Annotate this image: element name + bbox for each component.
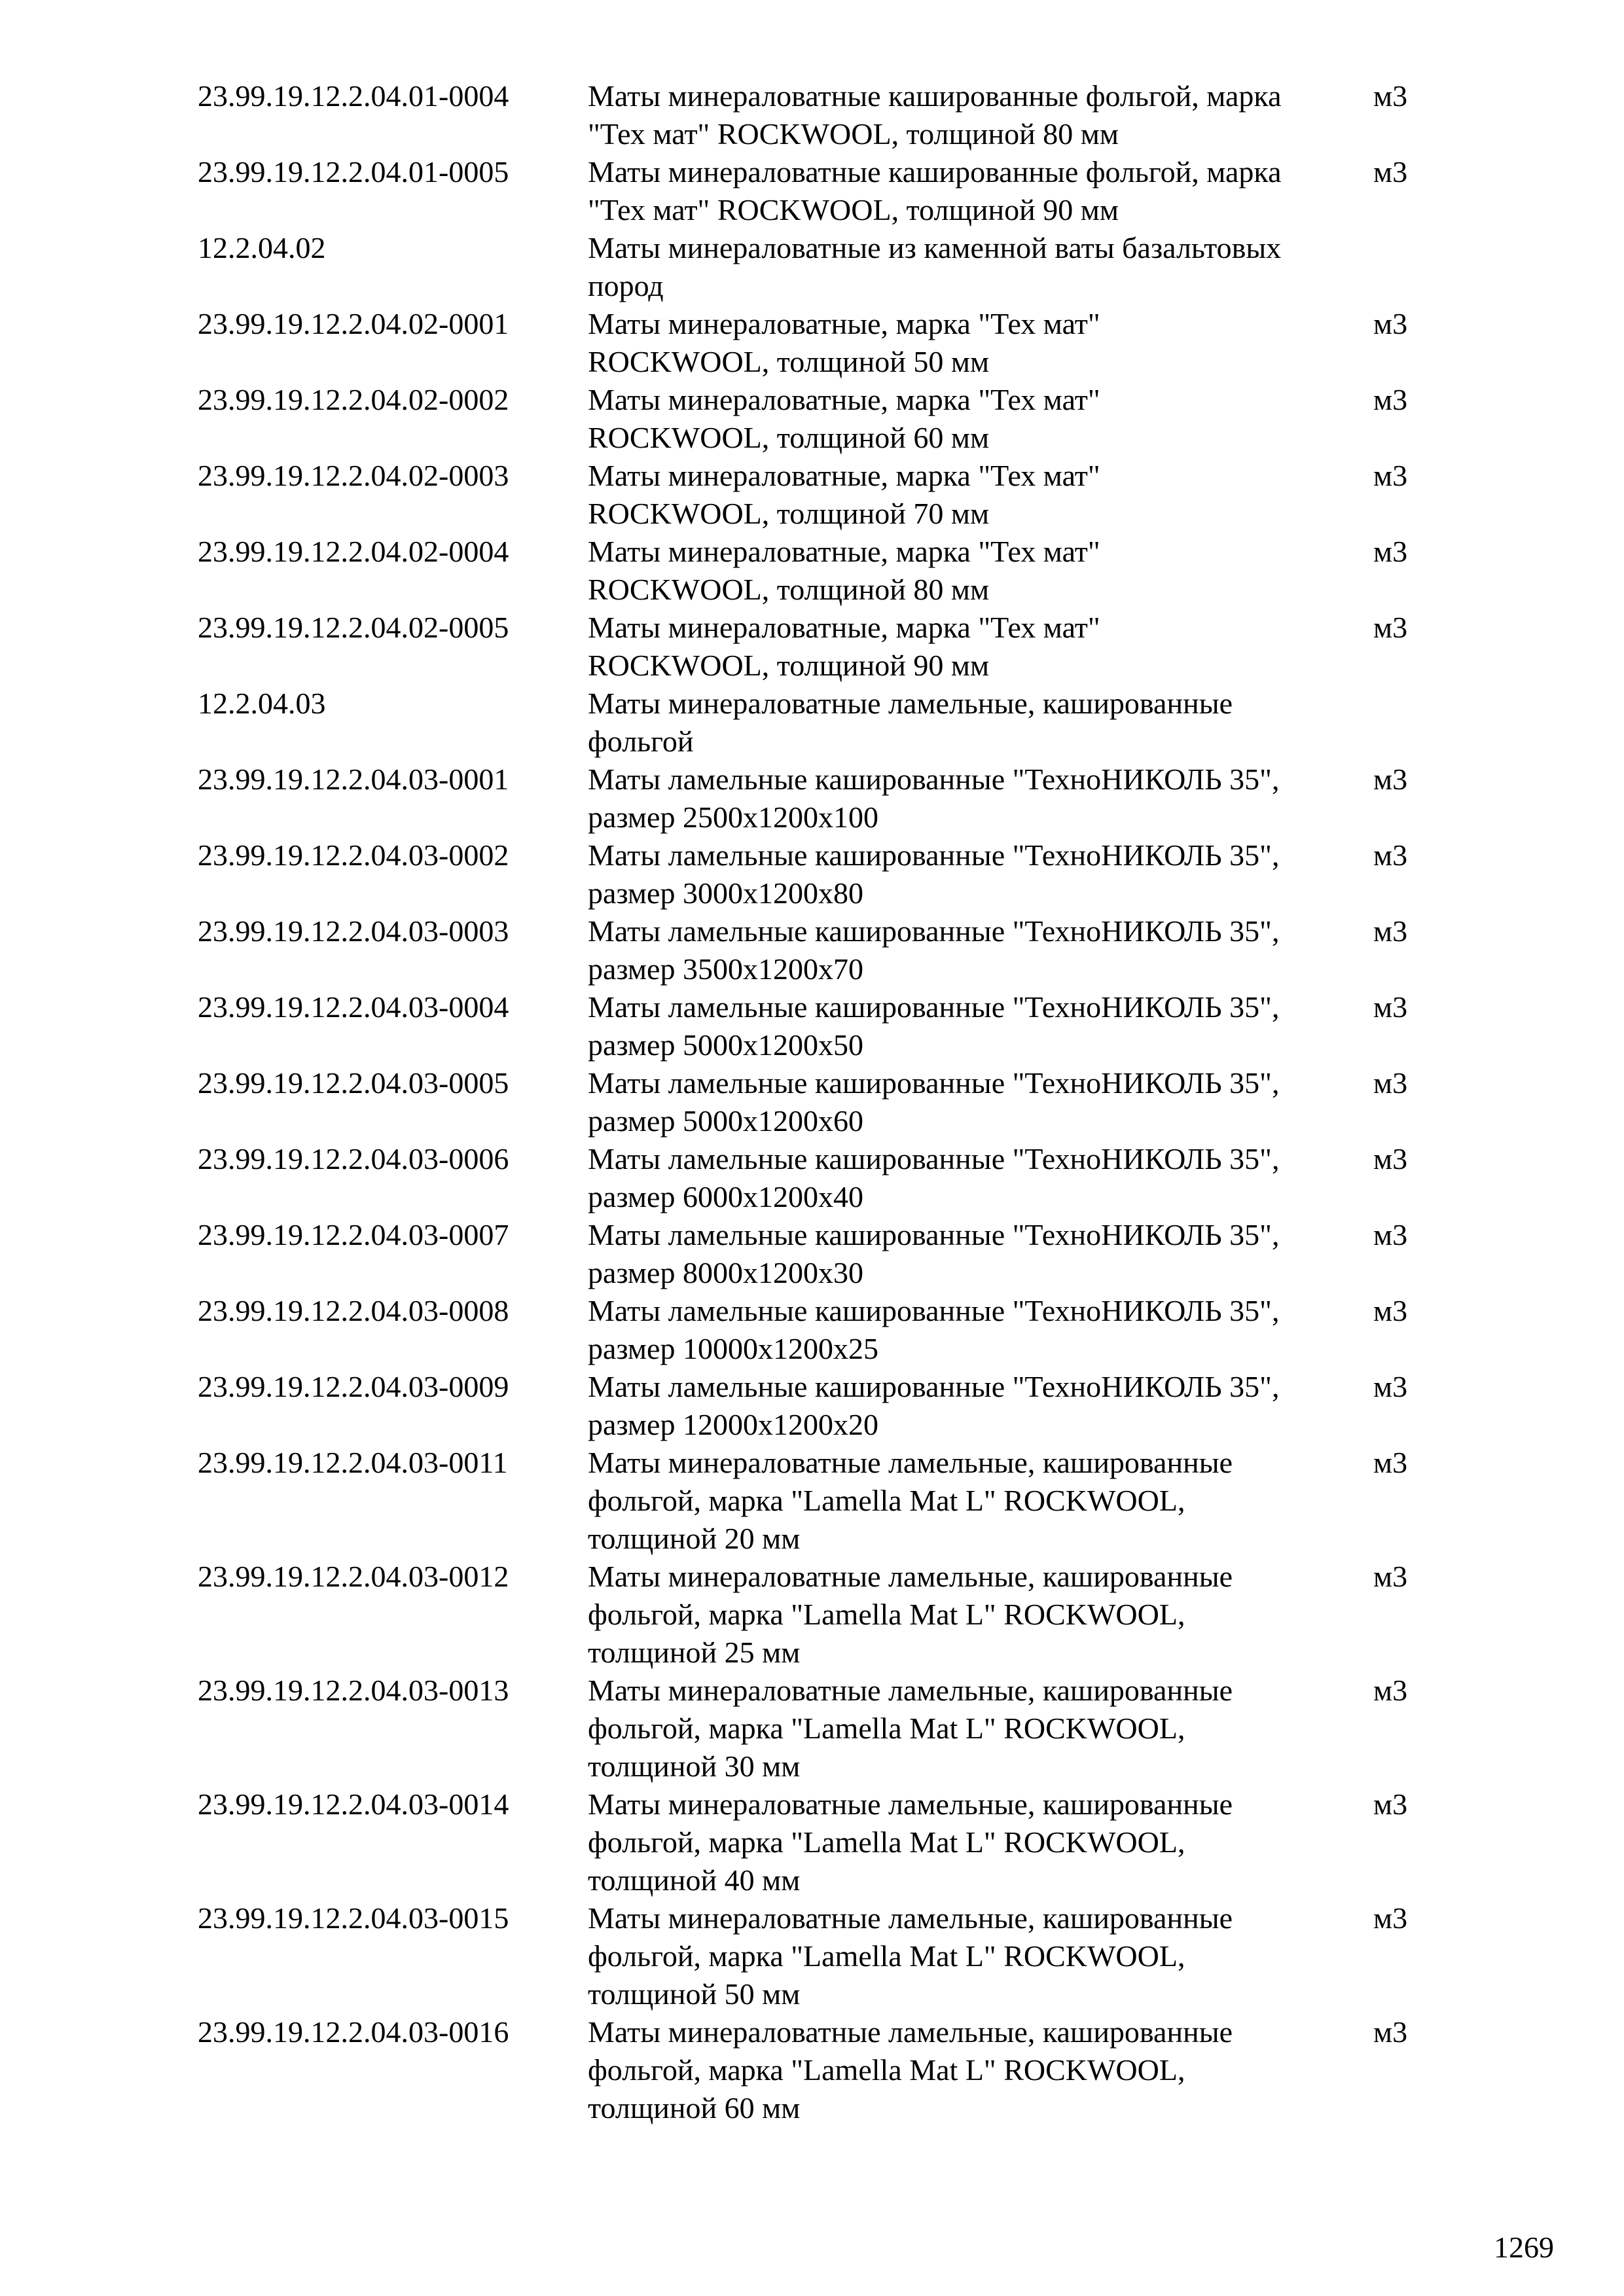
item-name xyxy=(588,533,1360,609)
item-name xyxy=(588,305,1360,381)
list-item xyxy=(198,1444,1441,1558)
item-code: 23.99.19.12.2.04.02-0005 xyxy=(198,611,509,644)
item-unit: м3 xyxy=(1373,1370,1408,1403)
list-item xyxy=(198,836,1441,912)
list-item xyxy=(198,1785,1441,1899)
item-name xyxy=(588,988,1360,1064)
item-unit: м3 xyxy=(1373,1674,1408,1707)
list-item xyxy=(198,1140,1441,1216)
list-item xyxy=(198,761,1441,836)
item-code: 23.99.19.12.2.04.01-0004 xyxy=(198,79,509,113)
item-code: 23.99.19.12.2.04.03-0013 xyxy=(198,1674,509,1707)
item-unit: м3 xyxy=(1373,762,1408,796)
item-name xyxy=(588,1785,1360,1899)
item-name-line: толщиной 20 мм xyxy=(588,1522,801,1555)
item-name-line: размер 5000x1200x50 xyxy=(588,1028,863,1062)
item-name xyxy=(588,836,1360,912)
item-name-line: Маты минераловатные из каменной ваты базальтовых xyxy=(588,231,1282,264)
item-name-line: ROCKWOOL, толщиной 60 мм xyxy=(588,421,990,454)
item-name-line: размер 6000x1200x40 xyxy=(588,1180,863,1213)
item-name-line: Маты минераловатные, марка "Тех мат" xyxy=(588,611,1100,644)
item-name-line: ROCKWOOL, толщиной 70 мм xyxy=(588,497,990,530)
item-name-line: Маты минераловатные кашированные фольгой, марка xyxy=(588,155,1282,188)
item-unit: м3 xyxy=(1373,2015,1408,2049)
item-name-line: размер 10000x1200x25 xyxy=(588,1332,878,1365)
item-name xyxy=(588,1444,1360,1558)
item-name-line: Маты ламельные кашированные "ТехноНИКОЛЬ 35", xyxy=(588,1142,1280,1175)
item-code: 23.99.19.12.2.04.03-0003 xyxy=(198,914,509,948)
item-code: 12.2.04.03 xyxy=(198,687,326,720)
list-item xyxy=(198,1064,1441,1140)
item-code: 23.99.19.12.2.04.03-0004 xyxy=(198,990,509,1024)
item-name-line: "Тех мат" ROCKWOOL, толщиной 90 мм xyxy=(588,193,1119,226)
item-name xyxy=(588,229,1360,305)
item-name-line: Маты ламельные кашированные "ТехноНИКОЛЬ 35", xyxy=(588,1370,1280,1403)
item-name-line: толщиной 60 мм xyxy=(588,2091,801,2125)
item-unit: м3 xyxy=(1373,914,1408,948)
item-name xyxy=(588,609,1360,685)
item-name xyxy=(588,153,1360,229)
item-unit: м3 xyxy=(1373,1787,1408,1821)
item-name xyxy=(588,1899,1360,2013)
item-name xyxy=(588,1672,1360,1785)
item-name-line: Маты ламельные кашированные "ТехноНИКОЛЬ 35", xyxy=(588,1218,1280,1251)
item-name-line: Маты ламельные кашированные "ТехноНИКОЛЬ 35", xyxy=(588,914,1280,948)
list-item xyxy=(198,1368,1441,1444)
item-name-line: Маты минераловатные, марка "Тех мат" xyxy=(588,307,1100,340)
item-code: 23.99.19.12.2.04.03-0016 xyxy=(198,2015,509,2049)
list-item xyxy=(198,685,1441,761)
list-item xyxy=(198,305,1441,381)
item-name-line: Маты ламельные кашированные "ТехноНИКОЛЬ 35", xyxy=(588,1066,1280,1100)
item-unit: м3 xyxy=(1373,1066,1408,1100)
item-name xyxy=(588,1558,1360,1672)
item-name-line: Маты ламельные кашированные "ТехноНИКОЛЬ 35", xyxy=(588,1294,1280,1327)
item-code: 23.99.19.12.2.04.03-0001 xyxy=(198,762,509,796)
item-name-line: размер 2500x1200x100 xyxy=(588,800,878,834)
item-name-line: Маты минераловатные ламельные, кашированные xyxy=(588,2015,1233,2049)
item-name xyxy=(588,761,1360,836)
item-name-line: ROCKWOOL, толщиной 50 мм xyxy=(588,345,990,378)
item-name-line: размер 3500x1200x70 xyxy=(588,952,863,986)
item-name-line: фольгой, марка "Lamella Mat L" ROCKWOOL, xyxy=(588,1825,1185,1859)
item-code: 23.99.19.12.2.04.03-0005 xyxy=(198,1066,509,1100)
resource-list xyxy=(198,77,1441,2127)
item-name xyxy=(588,912,1360,988)
item-name-line: Маты минераловатные ламельные, кашированные xyxy=(588,1901,1233,1935)
item-name-line: пород xyxy=(588,269,664,302)
item-name-line: Маты минераловатные ламельные, кашированные xyxy=(588,1674,1233,1707)
list-item xyxy=(198,2013,1441,2127)
item-code: 12.2.04.02 xyxy=(198,231,326,264)
item-name xyxy=(588,1064,1360,1140)
list-item xyxy=(198,1558,1441,1672)
item-code: 23.99.19.12.2.04.03-0009 xyxy=(198,1370,509,1403)
list-item xyxy=(198,381,1441,457)
item-name xyxy=(588,457,1360,533)
list-item xyxy=(198,988,1441,1064)
item-name-line: Маты минераловатные кашированные фольгой, марка xyxy=(588,79,1282,113)
item-name-line: Маты минераловатные ламельные, кашированные xyxy=(588,1560,1233,1593)
item-name xyxy=(588,685,1360,761)
item-name-line: размер 5000x1200x60 xyxy=(588,1104,863,1138)
item-code: 23.99.19.12.2.04.03-0015 xyxy=(198,1901,509,1935)
item-name-line: толщиной 25 мм xyxy=(588,1636,801,1669)
item-code: 23.99.19.12.2.04.03-0006 xyxy=(198,1142,509,1175)
item-name xyxy=(588,1368,1360,1444)
item-name xyxy=(588,1216,1360,1292)
item-name-line: Маты минераловатные, марка "Тех мат" xyxy=(588,535,1100,568)
item-name-line: размер 12000x1200x20 xyxy=(588,1408,878,1441)
list-item xyxy=(198,77,1441,153)
list-item xyxy=(198,912,1441,988)
item-name xyxy=(588,381,1360,457)
item-unit: м3 xyxy=(1373,383,1408,416)
item-name-line: фольгой, марка "Lamella Mat L" ROCKWOOL, xyxy=(588,1598,1185,1631)
item-name-line: Маты ламельные кашированные "ТехноНИКОЛЬ 35", xyxy=(588,990,1280,1024)
item-code: 23.99.19.12.2.04.03-0012 xyxy=(198,1560,509,1593)
item-name-line: Маты минераловатные, марка "Тех мат" xyxy=(588,383,1100,416)
page-number: 1269 xyxy=(1494,2231,1554,2264)
list-item xyxy=(198,609,1441,685)
item-name xyxy=(588,1140,1360,1216)
item-code: 23.99.19.12.2.04.02-0002 xyxy=(198,383,509,416)
item-unit: м3 xyxy=(1373,459,1408,492)
list-item xyxy=(198,1292,1441,1368)
item-name xyxy=(588,77,1360,153)
list-item xyxy=(198,1216,1441,1292)
item-unit: м3 xyxy=(1373,307,1408,340)
item-code: 23.99.19.12.2.04.01-0005 xyxy=(198,155,509,188)
item-name-line: фольгой, марка "Lamella Mat L" ROCKWOOL, xyxy=(588,1712,1185,1745)
item-code: 23.99.19.12.2.04.02-0004 xyxy=(198,535,509,568)
item-code: 23.99.19.12.2.04.02-0003 xyxy=(198,459,509,492)
list-item xyxy=(198,153,1441,229)
item-unit: м3 xyxy=(1373,535,1408,568)
item-name-line: "Тех мат" ROCKWOOL, толщиной 80 мм xyxy=(588,117,1119,151)
item-name-line: ROCKWOOL, толщиной 80 мм xyxy=(588,573,990,606)
item-unit: м3 xyxy=(1373,1446,1408,1479)
item-name-line: толщиной 40 мм xyxy=(588,1863,801,1897)
item-unit: м3 xyxy=(1373,79,1408,113)
item-name-line: Маты минераловатные ламельные, кашированные xyxy=(588,687,1233,720)
item-name-line: фольгой, марка "Lamella Mat L" ROCKWOOL, xyxy=(588,1484,1185,1517)
item-unit: м3 xyxy=(1373,1142,1408,1175)
item-name-line: размер 8000x1200x30 xyxy=(588,1256,863,1289)
item-name-line: фольгой, марка "Lamella Mat L" ROCKWOOL, xyxy=(588,1939,1185,1973)
item-name-line: толщиной 50 мм xyxy=(588,1977,801,2011)
list-item xyxy=(198,1899,1441,2013)
item-name-line: ROCKWOOL, толщиной 90 мм xyxy=(588,649,990,682)
item-name-line: размер 3000x1200x80 xyxy=(588,876,863,910)
item-name-line: Маты минераловатные, марка "Тех мат" xyxy=(588,459,1100,492)
item-name-line: фольгой, марка "Lamella Mat L" ROCKWOOL, xyxy=(588,2053,1185,2087)
item-unit: м3 xyxy=(1373,155,1408,188)
item-code: 23.99.19.12.2.04.03-0014 xyxy=(198,1787,509,1821)
item-unit: м3 xyxy=(1373,1294,1408,1327)
item-name xyxy=(588,1292,1360,1368)
item-name-line: Маты минераловатные ламельные, кашированные xyxy=(588,1787,1233,1821)
item-name xyxy=(588,2013,1360,2127)
item-code: 23.99.19.12.2.04.03-0008 xyxy=(198,1294,509,1327)
item-code: 23.99.19.12.2.04.03-0002 xyxy=(198,838,509,872)
item-unit: м3 xyxy=(1373,611,1408,644)
item-code: 23.99.19.12.2.04.03-0007 xyxy=(198,1218,509,1251)
item-unit: м3 xyxy=(1373,1901,1408,1935)
item-name-line: толщиной 30 мм xyxy=(588,1749,801,1783)
list-item xyxy=(198,229,1441,305)
item-name-line: Маты минераловатные ламельные, кашированные xyxy=(588,1446,1233,1479)
list-item xyxy=(198,1672,1441,1785)
item-unit: м3 xyxy=(1373,990,1408,1024)
list-item xyxy=(198,457,1441,533)
item-name-line: фольгой xyxy=(588,725,694,758)
item-unit: м3 xyxy=(1373,838,1408,872)
item-unit: м3 xyxy=(1373,1218,1408,1251)
item-name-line: Маты ламельные кашированные "ТехноНИКОЛЬ 35", xyxy=(588,762,1280,796)
item-name-line: Маты ламельные кашированные "ТехноНИКОЛЬ 35", xyxy=(588,838,1280,872)
item-unit: м3 xyxy=(1373,1560,1408,1593)
item-code: 23.99.19.12.2.04.03-0011 xyxy=(198,1446,508,1479)
list-item xyxy=(198,533,1441,609)
item-code: 23.99.19.12.2.04.02-0001 xyxy=(198,307,509,340)
